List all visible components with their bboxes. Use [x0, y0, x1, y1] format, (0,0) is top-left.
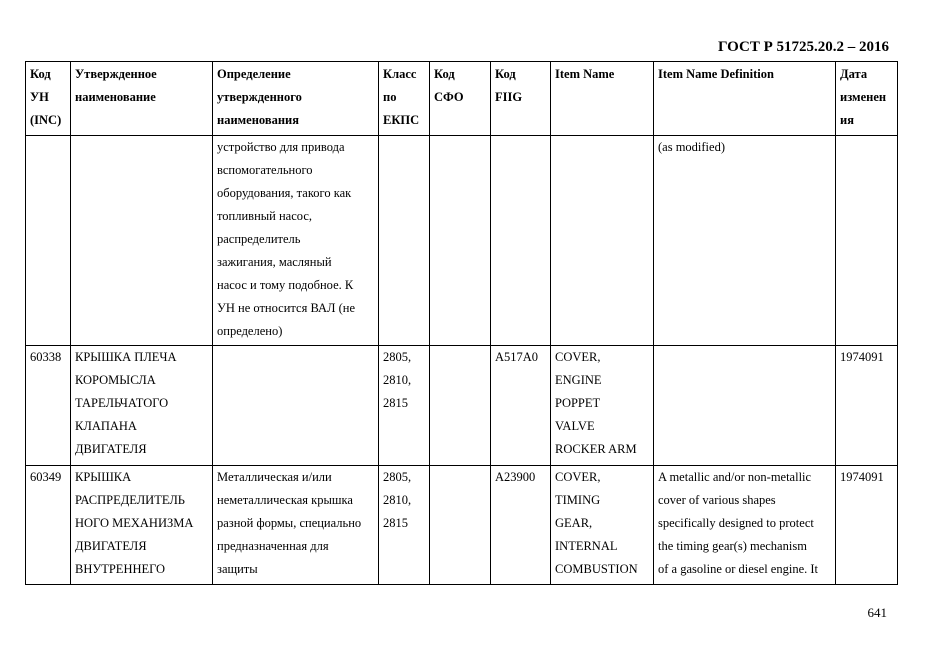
cell-text-line: КРЫШКА ПЛЕЧА: [75, 350, 177, 364]
cell-text-line: ДВИГАТЕЛЯ: [75, 442, 147, 456]
cell-sfo-code: [430, 346, 491, 466]
cell-text-line: A517A0: [495, 350, 539, 364]
cell-text-line: оборудования, такого как: [217, 186, 352, 200]
table-row: [26, 466, 898, 585]
cell-text-line: УН не относится ВАЛ (не: [217, 301, 356, 315]
cell-text-line: по: [383, 90, 397, 104]
header-inc-code: [26, 62, 71, 136]
cell-text-line: Дата: [840, 67, 868, 81]
cell-text-line: the timing gear(s) mechanism: [658, 539, 807, 553]
cell-text-line: 2815: [383, 516, 408, 530]
header-item-name: [551, 62, 654, 136]
cell-fiig-code: [491, 466, 551, 585]
cell-ekps-class: [379, 346, 430, 466]
cell-text-line: Item Name: [555, 67, 615, 81]
cell-text-line: 60338: [30, 350, 62, 364]
cell-text-line: КРЫШКА: [75, 470, 132, 484]
cell-text-line: FIIG: [495, 90, 523, 104]
cell-text-line: ENGINE: [555, 373, 602, 387]
cell-text-line: наименование: [75, 90, 156, 104]
cell-text-line: зажигания, масляный: [217, 255, 332, 269]
cell-text-line: защиты: [217, 562, 258, 576]
cell-text-line: топливный насос,: [217, 209, 312, 223]
cell-text-line: COVER,: [555, 350, 601, 364]
cell-text-line: Класс: [383, 67, 417, 81]
cell-name-definition: [213, 346, 379, 466]
cell-name-definition: [213, 136, 379, 346]
cell-text-line: POPPET: [555, 396, 601, 410]
header-item-name-definition: [654, 62, 836, 136]
cell-text-line: утвержденного: [217, 90, 302, 104]
cell-text-line: определено): [217, 324, 283, 338]
table-row: [26, 346, 898, 466]
cell-text-line: 2805,: [383, 470, 412, 484]
cell-change-date: [836, 136, 898, 346]
cell-text-line: СФО: [434, 90, 464, 104]
cell-change-date: [836, 346, 898, 466]
cell-ekps-class: [379, 466, 430, 585]
cell-text-line: ВНУТРЕННЕГО: [75, 562, 166, 576]
cell-text-line: предназначенная для: [217, 539, 329, 553]
cell-inc-code: [26, 346, 71, 466]
cell-change-date: [836, 466, 898, 585]
header-approved-name: [71, 62, 213, 136]
page-number: 641: [867, 605, 887, 620]
cell-text-line: КЛАПАНА: [75, 419, 137, 433]
cell-text-line: Код: [30, 67, 51, 81]
cell-text-line: COVER,: [555, 470, 601, 484]
cell-approved-name: [71, 466, 213, 585]
cell-sfo-code: [430, 136, 491, 346]
cell-inc-code: [26, 466, 71, 585]
cell-text-line: устройство для привода: [217, 140, 345, 154]
cell-text-line: cover of various shapes: [658, 493, 776, 507]
cell-text-line: 1974091: [840, 470, 884, 484]
cell-fiig-code: [491, 136, 551, 346]
cell-text-line: ТАРЕЛЬЧАТОГО: [75, 396, 169, 410]
cell-approved-name: [71, 136, 213, 346]
cell-text-line: 2810,: [383, 373, 412, 387]
cell-text-line: Item Name Definition: [658, 67, 774, 81]
cell-text-line: Код: [495, 67, 516, 81]
cell-text-line: A metallic and/or non-metallic: [658, 470, 812, 484]
cell-inc-code: [26, 136, 71, 346]
cell-text-line: of a gasoline or diesel engine. It: [658, 562, 819, 576]
cell-text-line: 60349: [30, 470, 62, 484]
cell-item-name-definition: [654, 346, 836, 466]
cell-text-line: 2810,: [383, 493, 412, 507]
cell-text-line: COMBUSTION: [555, 562, 638, 576]
cell-text-line: УН: [30, 90, 49, 104]
document-standard-title: ГОСТ Р 51725.20.2 – 2016: [717, 39, 889, 55]
cell-text-line: VALVE: [555, 419, 595, 433]
cell-text-line: НОГО МЕХАНИЗМА: [75, 516, 194, 530]
header-fiig-code: [491, 62, 551, 136]
cell-item-name-definition: [654, 466, 836, 585]
cell-text-line: Код: [434, 67, 455, 81]
cell-text-line: specifically designed to protect: [658, 516, 814, 530]
cell-name-definition: [213, 466, 379, 585]
cell-text-line: Металлическая и/или: [217, 470, 332, 484]
cell-item-name: [551, 346, 654, 466]
cell-text-line: наименования: [217, 113, 300, 127]
cell-text-line: Утвержденное: [75, 67, 157, 81]
cell-text-line: неметаллическая крышка: [217, 493, 353, 507]
cell-text-line: 2805,: [383, 350, 412, 364]
cell-text-line: 2815: [383, 396, 408, 410]
cell-text-line: вспомогательного: [217, 163, 313, 177]
cell-sfo-code: [430, 466, 491, 585]
cell-item-name: [551, 136, 654, 346]
cell-text-line: Определение: [217, 67, 291, 81]
cell-text-line: A23900: [495, 470, 536, 484]
cell-fiig-code: [491, 346, 551, 466]
cell-approved-name: [71, 346, 213, 466]
header-sfo-code: [430, 62, 491, 136]
cell-text-line: насос и тому подобное. К: [217, 278, 354, 292]
cell-text-line: TIMING: [555, 493, 601, 507]
cell-text-line: GEAR,: [555, 516, 593, 530]
cell-text-line: РАСПРЕДЕЛИТЕЛЬ: [75, 493, 185, 507]
header-change-date: [836, 62, 898, 136]
cell-text-line: ия: [840, 113, 854, 127]
cell-text-line: ДВИГАТЕЛЯ: [75, 539, 147, 553]
cell-item-name: [551, 466, 654, 585]
cell-text-line: изменен: [840, 90, 887, 104]
cell-text-line: (INC): [30, 113, 62, 127]
cell-text-line: INTERNAL: [555, 539, 618, 553]
cell-text-line: (as modified): [658, 140, 725, 154]
cell-text-line: 1974091: [840, 350, 884, 364]
table-row: [26, 136, 898, 346]
specification-table: [25, 61, 898, 585]
header-name-definition: [213, 62, 379, 136]
cell-text-line: разной формы, специально: [217, 516, 362, 530]
cell-text-line: КОРОМЫСЛА: [75, 373, 156, 387]
cell-text-line: ROCKER ARM: [555, 442, 637, 456]
cell-item-name-definition: [654, 136, 836, 346]
header-ekps-class: [379, 62, 430, 136]
table-header-row: [26, 62, 898, 136]
cell-ekps-class: [379, 136, 430, 346]
cell-text-line: ЕКПС: [383, 113, 420, 127]
cell-text-line: распределитель: [217, 232, 301, 246]
